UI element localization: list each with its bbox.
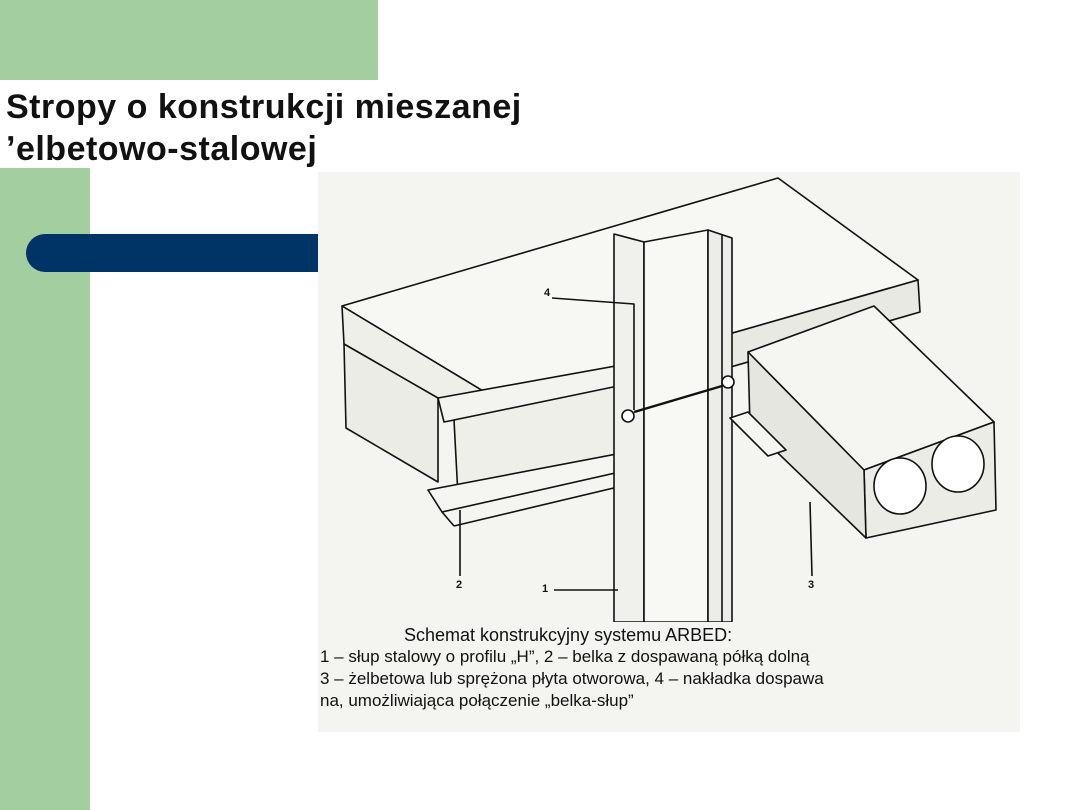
label-2: 2 bbox=[456, 579, 463, 591]
slab-core-1 bbox=[874, 458, 926, 514]
label-3: 3 bbox=[808, 579, 815, 591]
bolt-right bbox=[722, 376, 734, 388]
arbed-drawing bbox=[318, 172, 1020, 622]
arbed-diagram-figure bbox=[318, 172, 1020, 732]
caption-line-3: na, umożliwiająca połączenie „belka-słup” bbox=[320, 691, 634, 710]
bolt-left bbox=[622, 410, 634, 422]
decor-green-bar-top bbox=[0, 0, 378, 80]
slide-title bbox=[6, 86, 626, 170]
caption-heading: Schemat konstrukcyjny systemu ARBED: bbox=[404, 625, 733, 645]
leader-3 bbox=[810, 502, 812, 576]
caption-line-2: 3 – żelbetowa lub sprężona płyta otworowa, 4 – nakładka dospawa bbox=[320, 669, 824, 688]
label-1: 1 bbox=[542, 583, 549, 595]
label-4: 4 bbox=[544, 287, 551, 299]
figure-caption bbox=[318, 624, 1020, 712]
slab-core-2 bbox=[932, 436, 984, 492]
caption-line-1: 1 – słup stalowy o profilu „H”, 2 – belka z dospawaną półką dolną bbox=[320, 647, 810, 666]
column-web bbox=[644, 230, 708, 622]
column-flange-back bbox=[708, 230, 732, 622]
slide-title-line1: Stropy o konstrukcji mieszanej bbox=[6, 88, 522, 126]
slide-title-line2: ʼelbetowo-stalowej bbox=[6, 130, 318, 168]
decor-navy-pill bbox=[26, 234, 326, 272]
column-flange-front bbox=[614, 234, 644, 622]
